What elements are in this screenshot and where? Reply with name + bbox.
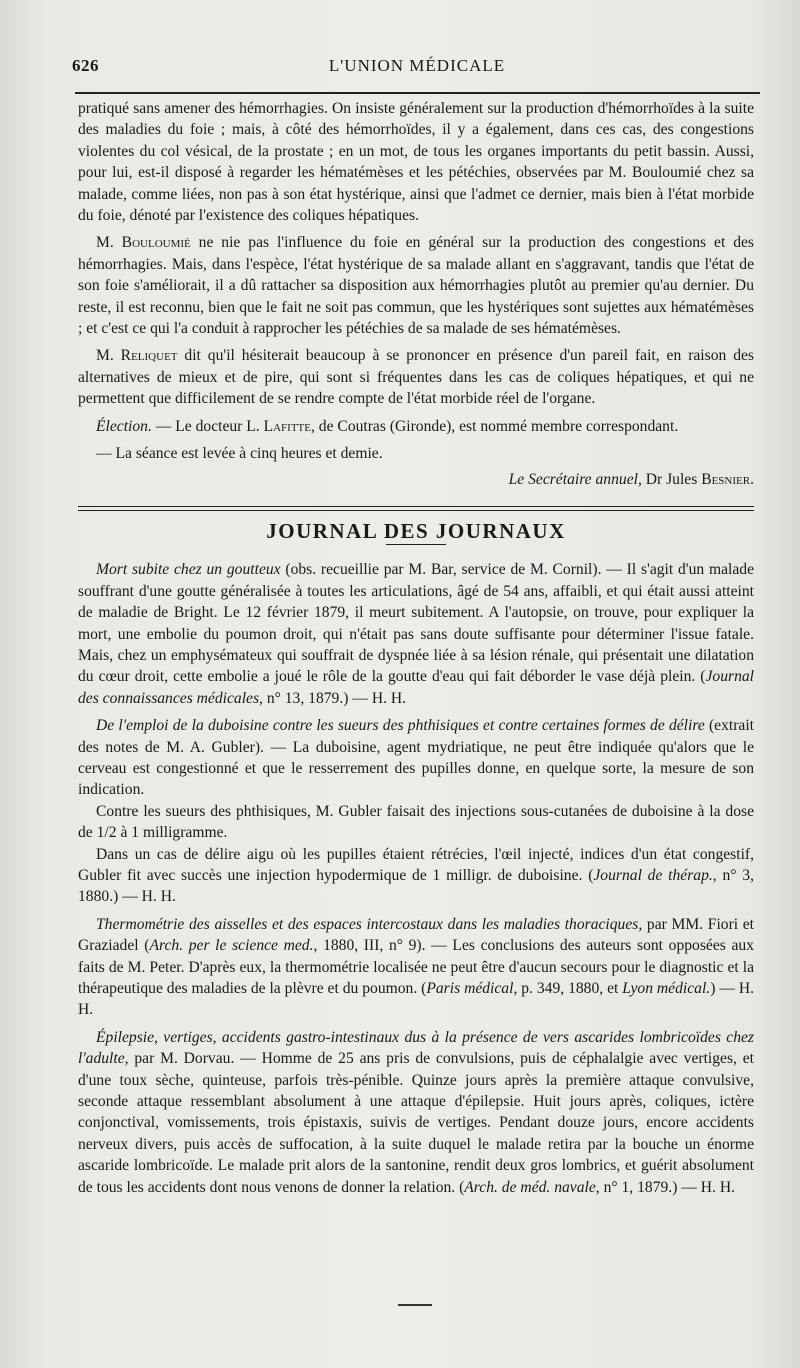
paragraph-continuation: pratiqué sans amener des hémorrhagies. On insiste généralement sur la production d'hémorrhoïdes à la suite des maladies du foie ; mais, à côté des hémorrhoïdes, il y a également, dans ces cas, des congestions violentes du col vésical, de la prostate ; en un mot, de tous les organes importants du petit bassin. Aussi, pour lui, est-il disposé à regarder les hématémèses et les pétéchies, observées par M. Bouloumié chez sa malade, comme liées, non pas à son état hystérique, ainsi que l'admet ce dernier, mais bien à l'état morbide du foie, dénoté par l'existence des coliques hépatiques. [78,100,754,225]
paragraph-reliquet [78,345,754,409]
speaker-name: M. Reliquet [96,347,178,365]
article-text: Dans un cas de délire aigu où les pupilles étaient rétrécies, l'œil injecté, indices d'un état congestif, Gubler fit avec succès une injection hypodermique de 1 milligr. de duboisine. ( [78,845,754,884]
article-source: Arch. de méd. navale [464,1178,596,1196]
article-text: ) — H. H. [78,980,754,1019]
signature-role: Le Secrétaire annuel, [508,470,642,488]
article-title: De l'emploi de la duboisine contre les sueurs des phthisiques et contre certaines formes de délire [96,717,705,735]
paragraph-text: — Le docteur [151,417,247,435]
election-label: Élection. [96,417,152,435]
page-number: 626 [72,56,99,75]
article-source: Lyon médical. [622,980,711,998]
page-body [78,98,754,1198]
paragraph-bouloumie [78,232,754,339]
article-duboisine-p3 [78,844,754,908]
article-source: Arch. per le science med. [149,937,314,955]
article-text: , 1880, III, n° 9). — Les conclusions des auteurs sont opposées aux faits de M. Peter. D'après eux, la thermométrie localisée ne peut être d'aucun secours pour le diagnostic et la thérapeutique des maladies de la plèvre et du poumon. ( [78,937,754,998]
article-text: (extrait des notes de M. A. Gubler). — La duboisine, agent mydriatique, ne peut être indiquée qu'alors que le cerveau est congestionné et que le resserrement des pupilles donne, en quelque sorte, la mesure de son indication. [78,717,755,799]
paragraph-closing: — La séance est levée à cinq heures et demie. [96,445,383,463]
paragraph-election [78,416,754,437]
footer-rule [398,1304,432,1306]
article-text: (obs. recueillie par M. Bar, service de M. Cornil). — Il s'agit d'un malade souffrant d'une goutte généralisée à toutes les articulations, âgé de 54 ans, affaibli, et qui était aussi atteint de maladie de Bright. Le 12 février 1879, il meurt subitement. A l'autopsie, on trouve, pour expliquer la mort, une embolie du poumon droit, qui n'était pas sans doute suffisante pour déterminer l'issue fatale. Mais, chez un emphysémateux qui souffrait de dyspnée liée à sa lésion rénale, qui présentait une dilatation du cœur droit, cette embolie a joué le rôle de la goutte d'eau qui fait déborder le vase déjà plein. ( [78,561,755,686]
member-name: L. Lafitte [246,417,311,435]
article-source: Journal de thérap. [593,867,713,884]
paragraph-text: ne nie pas l'influence du foie en général sur la production des congestions et des hémorrhagies. Mais, dans l'espèce, l'état hystérique de sa malade allant en s'aggravant, tandis que l'état de son foie s'améliorait, il a dû rattacher sa disposition aux hémorrhagies plutôt au premier qu'au dernier. Du reste, il est reconnu, bien que le fait ne soit pas commun, que les hystériques sont sujettes aux hématémèses ; et c'est ce qui l'a conduit à rapprocher les pétéchies de sa malade de ses hématémèses. [78,234,754,338]
article-text: , p. 349, 1880, et [513,980,623,998]
section-title: JOURNAL DES JOURNAUX [266,518,566,543]
paragraph-text: dit qu'il hésiterait beaucoup à se prononcer en présence d'un pareil fait, en raison des alternatives de mieux et de pire, qui sont si fréquentes dans les cas de coliques hépatiques, et qui ne permettent que difficilement de se rendre compte de l'état morbide réel de l'organe. [78,347,754,408]
signature-name: Besnier. [701,470,754,488]
speaker-name: M. Bouloumié [96,234,191,252]
signature-title: Dr Jules [641,470,702,488]
article-text: par M. Dorvau. — Homme de 25 ans pris de convulsions, puis de céphalalgie avec vertiges, et d'une toux sèche, quinteuse, parfois très-pénible. Quinze jours après la première attaque convulsive, seconde attaque ressemblant absolument à une attaque d'épilepsie. Huit jours après, coliques, ictère conjonctival, vomissements, trois épistaxis, suivis de vertiges. Pendant douze jours, encore accidents nerveux divers, puis accès de suffocation, à la suite duquel le malade retira par la bouche un énorme ascaride lombricoïde. Le malade prit alors de la santonine, rendit deux gros lombrics, et guérit absolument de tous les accidents dont nous venons de donner la relation. ( [78,1050,754,1196]
article-title: Épilepsie, vertiges, accidents gastro-intestinaux dus à la présence de vers ascarides lombricoïdes chez l'adulte, [78,1028,754,1068]
article-duboisine [78,715,754,801]
section-divider [78,506,754,511]
running-title: L'UNION MÉDICALE [328,56,506,75]
page-header [72,52,762,82]
article-text: , n° 1, 1879.) — H. H. [595,1178,735,1196]
article-thermometrie [78,914,754,1021]
article-epilepsie [78,1027,754,1198]
title-underline [386,544,446,545]
header-rule [75,92,760,94]
article-text: par MM. Fiori et Graziadel ( [78,915,755,955]
article-title: Thermométrie des aisselles et des espaces intercostaux dans les maladies thoraciques, [96,915,643,933]
article-duboisine-p2: Contre les sueurs des phthisiques, M. Gubler faisait des injections sous-cutanées de duboisine à la dose de 1/2 à 1 milligramme. [78,802,754,842]
article-text: , n° 3, 1880.) — H. H. [78,867,754,906]
paragraph-text: , de Coutras (Gironde), est nommé membre correspondant. [311,417,679,435]
article-mort-subite [78,559,754,709]
article-source: Paris médical [426,980,514,998]
article-text: , n° 13, 1879.) — H. H. [259,689,407,707]
signature [78,469,754,490]
article-source: Journal des connaissances médicales [78,668,754,707]
article-title: Mort subite chez un goutteux [96,561,281,579]
